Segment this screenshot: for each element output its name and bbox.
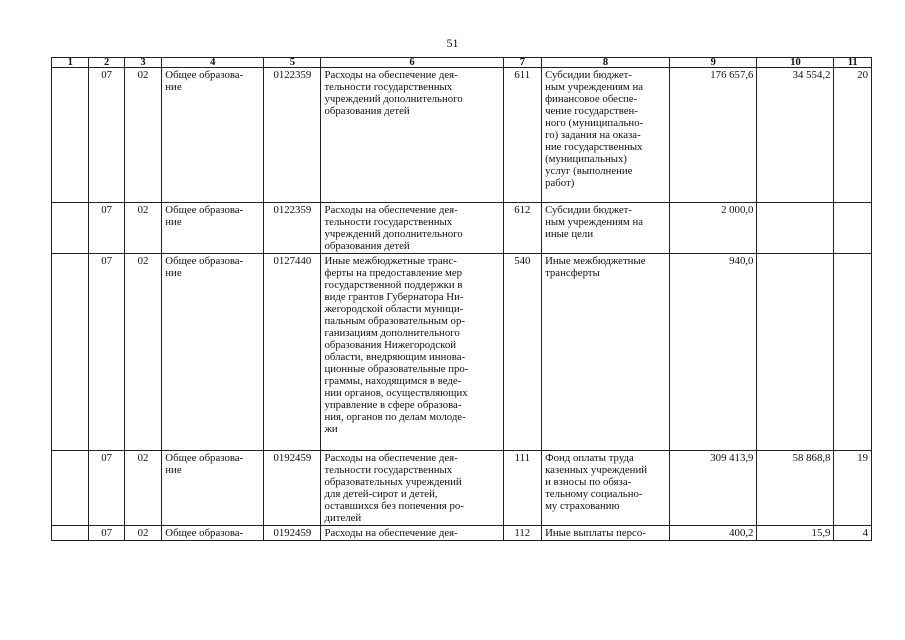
column-header: 6 — [321, 58, 503, 68]
cell-subsection: 02 — [124, 451, 161, 526]
cell-subsection-name: Общее образова- ние — [162, 68, 264, 203]
cell-amount-col11: 20 — [834, 68, 872, 203]
column-header: 1 — [52, 58, 89, 68]
column-header: 5 — [264, 58, 321, 68]
column-header: 7 — [503, 58, 542, 68]
column-header-row — [52, 58, 872, 68]
cell-expense-description: Расходы на обеспечение дея- тельности государственных образовательных учреждений для детей-сирот и детей, оставшихся без попечения ро- дителей — [321, 451, 503, 526]
cell-target-code: 0127440 — [264, 254, 321, 451]
cell-amount-col10: 58 868,8 — [757, 451, 834, 526]
cell-expense-type-name: Субсидии бюджет- ным учреждениям на финансовое обеспе- чение государствен- ного (муниципально- го) задания на оказа- ние государственных (муниципальных) услуг (выполнение работ) — [542, 68, 670, 203]
cell-target-code: 0192459 — [264, 526, 321, 541]
cell-expense-type-code: 612 — [503, 203, 542, 254]
column-header: 8 — [542, 58, 670, 68]
cell-subsection: 02 — [124, 68, 161, 203]
column-header: 4 — [162, 58, 264, 68]
cell-section: 07 — [89, 254, 124, 451]
cell-section: 07 — [89, 68, 124, 203]
cell-amount-col10 — [757, 203, 834, 254]
cell-expense-type-name: Фонд оплаты труда казенных учреждений и взносы по обяза- тельному социально- му страхованию — [542, 451, 670, 526]
column-header: 3 — [124, 58, 161, 68]
cell-section: 07 — [89, 526, 124, 541]
column-header: 9 — [670, 58, 757, 68]
cell-expense-type-name: Иные межбюджетные трансферты — [542, 254, 670, 451]
column-header: 11 — [834, 58, 872, 68]
cell-amount-col10: 34 554,2 — [757, 68, 834, 203]
cell-amount-col11 — [834, 254, 872, 451]
cell-target-code: 0122359 — [264, 203, 321, 254]
page-number: 51 — [446, 36, 459, 50]
cell-amount: 940,0 — [670, 254, 757, 451]
cell-amount: 176 657,6 — [670, 68, 757, 203]
cell-subsection: 02 — [124, 526, 161, 541]
cell-subsection: 02 — [124, 254, 161, 451]
cell-col1 — [52, 203, 89, 254]
cell-expense-description: Иные межбюджетные транс- ферты на предоставление мер государственной поддержки в виде грантов Губернатора Ни- жегородской области муници- пальным образовательным ор- ганизациям дополнительного образования Нижегородской области, внедряющим иннова- ционные образовательные про- граммы, находящимся в веде- нии органов, осуществляющих управление в сфере образова- ния, органов по делам молоде- жи — [321, 254, 503, 451]
cell-amount: 400,2 — [670, 526, 757, 541]
cell-section: 07 — [89, 203, 124, 254]
cell-expense-description: Расходы на обеспечение дея- тельности государственных учреждений дополнительного образования детей — [321, 203, 503, 254]
cell-col1 — [52, 68, 89, 203]
cell-amount-col11: 4 — [834, 526, 872, 541]
cell-target-code: 0122359 — [264, 68, 321, 203]
cell-amount: 2 000,0 — [670, 203, 757, 254]
table-row — [52, 451, 872, 526]
cell-expense-type-code: 611 — [503, 68, 542, 203]
cell-expense-type-name: Субсидии бюджет- ным учреждениям на иные цели — [542, 203, 670, 254]
table-row — [52, 254, 872, 451]
cell-subsection-name: Общее образова- ние — [162, 254, 264, 451]
cell-col1 — [52, 451, 89, 526]
cell-amount-col10: 15,9 — [757, 526, 834, 541]
cell-expense-type-code: 111 — [503, 451, 542, 526]
cell-amount-col10 — [757, 254, 834, 451]
cell-col1 — [52, 254, 89, 451]
cell-expense-description: Расходы на обеспечение дея- тельности государственных учреждений дополнительного образования детей — [321, 68, 503, 203]
cell-col1 — [52, 526, 89, 541]
table-row — [52, 526, 872, 541]
cell-expense-type-name: Иные выплаты персо- — [542, 526, 670, 541]
column-header: 10 — [757, 58, 834, 68]
cell-subsection-name: Общее образова- — [162, 526, 264, 541]
cell-amount-col11 — [834, 203, 872, 254]
cell-expense-description: Расходы на обеспечение дея- — [321, 526, 503, 541]
cell-subsection-name: Общее образова- ние — [162, 451, 264, 526]
budget-table — [51, 57, 872, 541]
table-row — [52, 203, 872, 254]
table-row — [52, 68, 872, 203]
cell-section: 07 — [89, 451, 124, 526]
cell-target-code: 0192459 — [264, 451, 321, 526]
cell-subsection: 02 — [124, 203, 161, 254]
column-header: 2 — [89, 58, 124, 68]
cell-subsection-name: Общее образова- ние — [162, 203, 264, 254]
cell-amount-col11: 19 — [834, 451, 872, 526]
cell-expense-type-code: 112 — [503, 526, 542, 541]
cell-expense-type-code: 540 — [503, 254, 542, 451]
cell-amount: 309 413,9 — [670, 451, 757, 526]
